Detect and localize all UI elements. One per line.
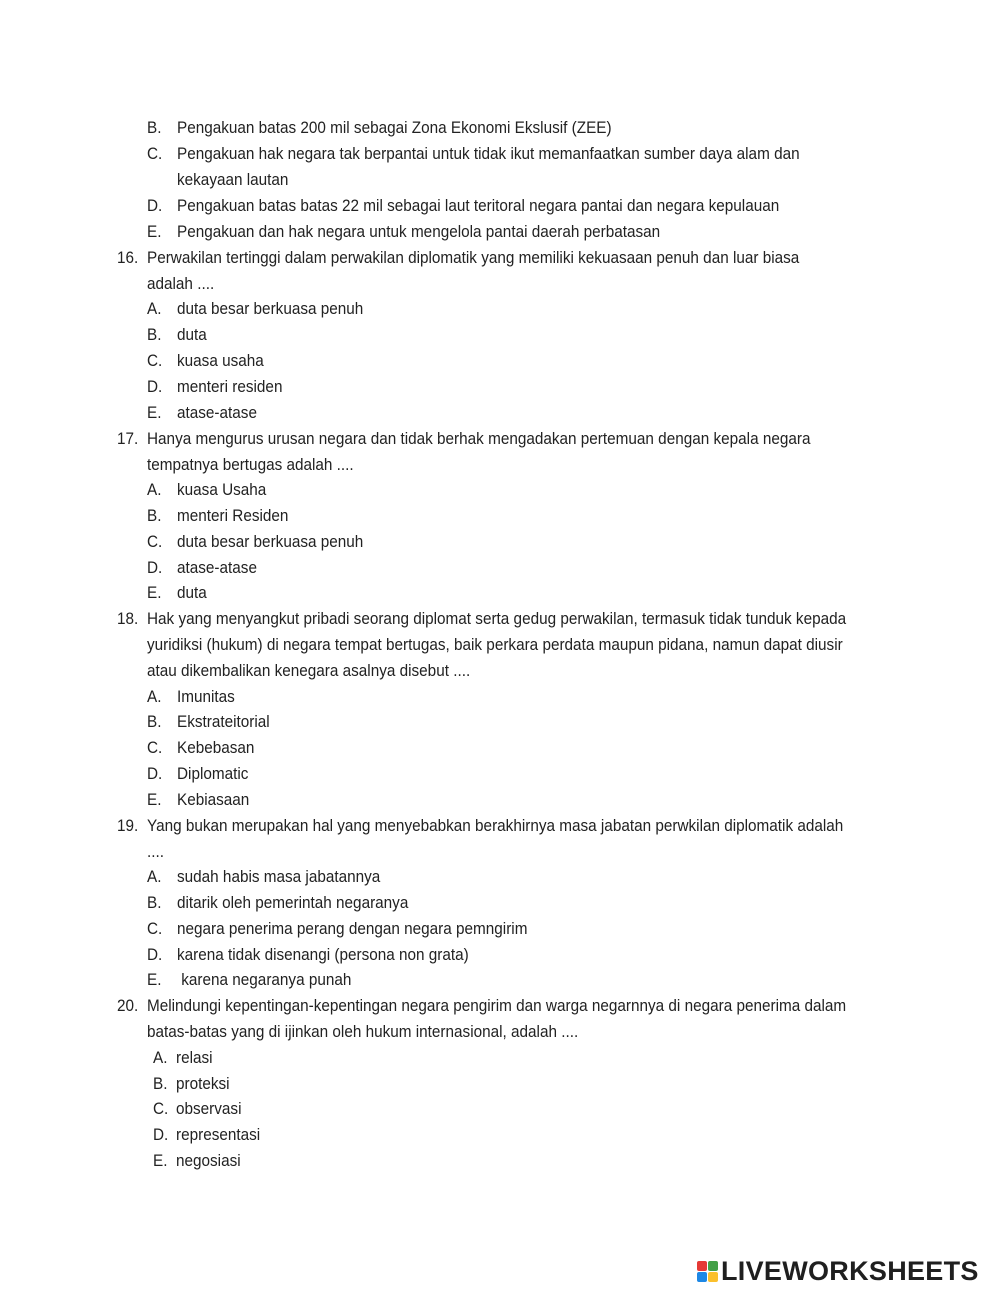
q19-option-b-text: ditarik oleh pemerintah negaranya <box>177 893 409 912</box>
q17-option-c-text: duta besar berkuasa penuh <box>177 532 364 551</box>
q20-option-a-text: relasi <box>176 1048 213 1067</box>
q15-option-b-letter: B. <box>147 118 162 137</box>
q18-text-line-2: yuridiksi (hukum) di negara tempat bertugas, baik perkara perdata maupun pidana, namun dapat diusir <box>147 635 843 654</box>
q20-option-e-text: negosiasi <box>176 1151 241 1170</box>
q18-number: 18. <box>117 609 139 628</box>
liveworksheets-logo <box>697 1256 979 1286</box>
q18-option-c-letter: C. <box>147 738 163 757</box>
q20-number: 20. <box>117 996 139 1015</box>
q20-text-line-1: Melindungi kepentingan-kepentingan negara pengirim dan warga negarnnya di negara penerima dalam <box>147 996 847 1015</box>
q18-option-e-letter: E. <box>147 790 162 809</box>
q19-number: 19. <box>117 816 139 835</box>
q16-option-a-letter: A. <box>147 299 162 318</box>
q17-option-c-letter: C. <box>147 532 163 551</box>
logo-square-yellow <box>708 1272 718 1282</box>
q18-option-c-text: Kebebasan <box>177 738 255 757</box>
q19-option-d-letter: D. <box>147 945 163 964</box>
q15-option-d-text: Pengakuan batas batas 22 mil sebagai laut teritoral negara pantai dan negara kepulauan <box>177 196 780 215</box>
logo-square-green <box>708 1261 718 1271</box>
logo-square-red <box>697 1261 707 1271</box>
q17-option-e-text: duta <box>177 583 207 602</box>
q18-option-d-letter: D. <box>147 764 163 783</box>
q20-option-c-letter: C. <box>153 1099 169 1118</box>
q16-option-d-letter: D. <box>147 377 163 396</box>
q17-option-d-text: atase-atase <box>177 558 257 577</box>
q16-number: 16. <box>117 248 139 267</box>
q19-option-e-letter: E. <box>147 970 162 989</box>
q20-option-a-letter: A. <box>153 1048 168 1067</box>
q16-option-d-text: menteri residen <box>177 377 283 396</box>
q16-option-b-text: duta <box>177 325 207 344</box>
q16-option-e-letter: E. <box>147 403 162 422</box>
q18-option-a-text: Imunitas <box>177 687 235 706</box>
q19-text-line-2: .... <box>147 842 165 861</box>
q16-option-b-letter: B. <box>147 325 162 344</box>
q18-option-d-text: Diplomatic <box>177 764 249 783</box>
q20-option-e-letter: E. <box>153 1151 168 1170</box>
q17-option-a-text: kuasa Usaha <box>177 480 267 499</box>
q20-option-b-text: proteksi <box>176 1074 230 1093</box>
logo-square-blue <box>697 1272 707 1282</box>
q17-option-d-letter: D. <box>147 558 163 577</box>
q19-option-a-text: sudah habis masa jabatannya <box>177 867 381 886</box>
q18-text-line-3: atau dikembalikan kenegara asalnya disebut .... <box>147 661 471 680</box>
q19-option-c-letter: C. <box>147 919 163 938</box>
q20-option-d-text: representasi <box>176 1125 261 1144</box>
q16-option-c-text: kuasa usaha <box>177 351 264 370</box>
q15-option-e-text: Pengakuan dan hak negara untuk mengelola pantai daerah perbatasan <box>177 222 661 241</box>
q15-option-d-letter: D. <box>147 196 163 215</box>
q17-text-line-1: Hanya mengurus urusan negara dan tidak berhak mengadakan pertemuan dengan kepala negara <box>147 429 811 448</box>
logo-wordmark: LIVEWORKSHEETS <box>721 1255 979 1286</box>
q17-option-b-text: menteri Residen <box>177 506 289 525</box>
q16-option-e-text: atase-atase <box>177 403 257 422</box>
q16-text-line-2: adalah .... <box>147 274 215 293</box>
q17-option-a-letter: A. <box>147 480 162 499</box>
q19-text-line-1: Yang bukan merupakan hal yang menyebabkan berakhirnya masa jabatan perwkilan diplomatik adalah <box>147 816 844 835</box>
q20-option-b-letter: B. <box>153 1074 168 1093</box>
q17-number: 17. <box>117 429 139 448</box>
q15-option-c-letter: C. <box>147 144 163 163</box>
q16-option-c-letter: C. <box>147 351 163 370</box>
q17-option-b-letter: B. <box>147 506 162 525</box>
q15-option-c-text-continued: kekayaan lautan <box>177 170 289 189</box>
q19-option-b-letter: B. <box>147 893 162 912</box>
q17-option-e-letter: E. <box>147 583 162 602</box>
q18-text-line-1: Hak yang menyangkut pribadi seorang diplomat serta gedug perwakilan, termasuk tidak tunduk kepada <box>147 609 847 628</box>
q20-text-line-2: batas-batas yang di ijinkan oleh hukum internasional, adalah .... <box>147 1022 579 1041</box>
q20-option-c-text: observasi <box>176 1099 242 1118</box>
q16-option-a-text: duta besar berkuasa penuh <box>177 299 364 318</box>
liveworksheets-logo-icon <box>697 1261 718 1282</box>
q18-option-e-text: Kebiasaan <box>177 790 250 809</box>
q19-option-d-text: karena tidak disenangi (persona non grata) <box>177 945 469 964</box>
q15-option-e-letter: E. <box>147 222 162 241</box>
q16-text-line-1: Perwakilan tertinggi dalam perwakilan diplomatik yang memiliki kekuasaan penuh dan luar biasa <box>147 248 800 267</box>
q15-option-b-text: Pengakuan batas 200 mil sebagai Zona Ekonomi Ekslusif (ZEE) <box>177 118 612 137</box>
q19-option-c-text: negara penerima perang dengan negara pemngirim <box>177 919 528 938</box>
q19-option-e-text: karena negaranya punah <box>177 970 352 989</box>
q17-text-line-2: tempatnya bertugas adalah .... <box>147 455 354 474</box>
q18-option-a-letter: A. <box>147 687 162 706</box>
q18-option-b-letter: B. <box>147 712 162 731</box>
q19-option-a-letter: A. <box>147 867 162 886</box>
q15-option-c-text: Pengakuan hak negara tak berpantai untuk tidak ikut memanfaatkan sumber daya alam dan <box>177 144 800 163</box>
q20-option-d-letter: D. <box>153 1125 169 1144</box>
q18-option-b-text: Ekstrateitorial <box>177 712 270 731</box>
